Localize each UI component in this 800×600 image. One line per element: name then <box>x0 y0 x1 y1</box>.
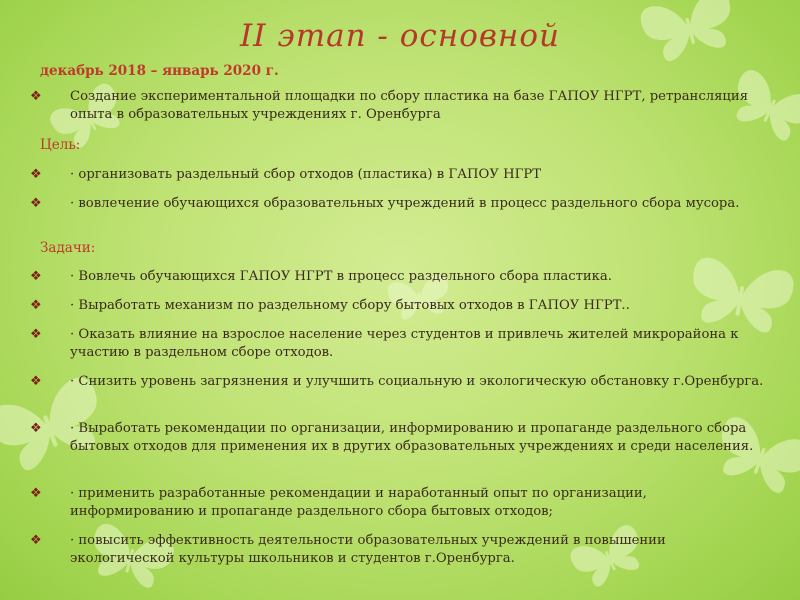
period-label: декабрь 2018 – январь 2020 г. <box>40 63 279 79</box>
task-item-text: · Оказать влияние на взрослое население через студентов и привлечь жителей микрорайона к участию в раздельном сборе отходов. <box>70 327 739 360</box>
diamond-bullet-icon: ❖ <box>30 167 42 182</box>
task-item <box>30 420 770 456</box>
task-item <box>30 532 770 568</box>
task-item <box>30 268 770 286</box>
intro-item <box>30 88 770 124</box>
goal-item <box>30 166 770 184</box>
task-item <box>30 297 770 315</box>
diamond-bullet-icon: ❖ <box>30 89 42 104</box>
goal-item-text: · вовлечение обучающихся образовательных учреждений в процесс раздельного сбора мусора. <box>70 196 740 211</box>
task-item-text: · применить разработанные рекомендации и наработанный опыт по организации, информированию и пропаганде раздельного сбора бытовых отходов; <box>70 486 647 519</box>
diamond-bullet-icon: ❖ <box>30 269 42 284</box>
task-item-text: · Снизить уровень загрязнения и улучшить социальную и экологическую обстановку г.Оренбурга. <box>70 374 764 389</box>
task-item <box>30 485 770 521</box>
goal-item-text: · организовать раздельный сбор отходов (пластика) в ГАПОУ НГРТ <box>70 167 541 182</box>
task-item-text: · Выработать механизм по раздельному сбору бытовых отходов в ГАПОУ НГРТ.. <box>70 298 630 313</box>
task-item-text: · повысить эффективность деятельности образовательных учреждений в повышении экологической культуры школьников и студентов г.Оренбурга. <box>70 533 666 566</box>
goal-label: Цель: <box>40 137 81 153</box>
diamond-bullet-icon: ❖ <box>30 196 42 211</box>
goal-item <box>30 195 770 213</box>
diamond-bullet-icon: ❖ <box>30 486 42 501</box>
diamond-bullet-icon: ❖ <box>30 533 42 548</box>
tasks-label: Задачи: <box>40 240 96 256</box>
intro-item-text: Создание экспериментальной площадки по сбору пластика на базе ГАПОУ НГРТ, ретрансляция опыта в образовательных учреждениях г. Оренбурга <box>70 89 749 122</box>
diamond-bullet-icon: ❖ <box>30 327 42 342</box>
task-item-text: · Вовлечь обучающихся ГАПОУ НГРТ в процесс раздельного сбора пластика. <box>70 269 612 284</box>
task-item <box>30 373 770 391</box>
diamond-bullet-icon: ❖ <box>30 421 42 436</box>
diamond-bullet-icon: ❖ <box>30 374 42 389</box>
task-item <box>30 326 770 362</box>
diamond-bullet-icon: ❖ <box>30 298 42 313</box>
slide-title: II этап - основной <box>240 18 560 54</box>
task-item-text: · Выработать рекомендации по организации, информированию и пропаганде раздельного сбора бытовых отходов для применения их в других образовательных учреждениях и среди населения. <box>70 421 754 454</box>
